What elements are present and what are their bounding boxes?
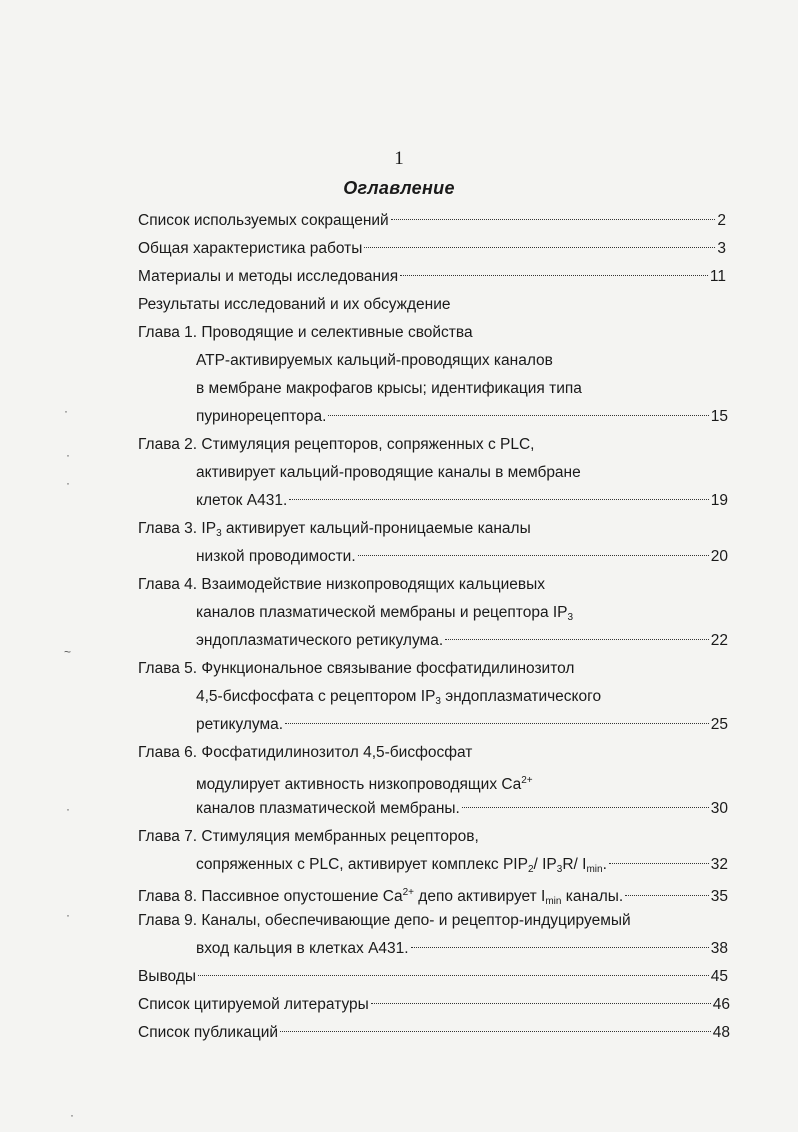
- leader-dots: [609, 863, 709, 864]
- toc-entry-text: клеток А431.: [196, 492, 288, 509]
- leader-dots: [364, 247, 715, 248]
- scan-speck: ·: [66, 448, 70, 462]
- toc-entry-text: АТР-активируемых кальций-проводящих каналов: [196, 352, 553, 369]
- toc-entry-text: Глава 9. Каналы, обеспечивающие депо- и рецептор-индуцируемый: [138, 912, 631, 929]
- toc-entry-page: 38: [710, 940, 728, 957]
- toc-entry: [138, 266, 726, 288]
- toc-entry: [138, 434, 534, 456]
- toc-entry-text: сопряженных с PLC, активирует комплекс $PIP_2/$ $IP_3R/$ $I_{min}$.: [196, 856, 607, 875]
- toc-entry-text: ретикулума.: [196, 716, 284, 733]
- toc-entry-text: каналов плазматической мембраны и рецептора $IP_3$: [196, 604, 574, 623]
- toc-entry-text: Список публикаций: [138, 1024, 279, 1041]
- scan-speck: ·: [66, 476, 70, 490]
- toc-entry: [138, 518, 531, 540]
- toc-entry: [196, 378, 582, 400]
- leader-dots: [285, 723, 709, 724]
- toc-entry: [138, 966, 728, 988]
- leader-dots: [445, 639, 709, 640]
- toc-entry: [196, 602, 573, 624]
- page-number: 1: [394, 148, 404, 169]
- toc-entry: [196, 546, 728, 568]
- toc-entry: [138, 910, 631, 932]
- leader-dots: [358, 555, 709, 556]
- toc-entry-text: Общая характеристика работы: [138, 240, 363, 257]
- toc-entry-text: Выводы: [138, 968, 197, 985]
- toc-entry: [138, 238, 726, 260]
- toc-entry: [196, 854, 728, 876]
- toc-entry: [196, 490, 728, 512]
- toc-entry: [196, 406, 728, 428]
- toc-entry-text: низкой проводимости.: [196, 548, 356, 565]
- toc-entry-page: 3: [717, 240, 726, 257]
- toc-entry-text: Глава 6. Фосфатидилинозитол 4,5-бисфосфат: [138, 744, 473, 761]
- toc-entry-page: 20: [710, 548, 728, 565]
- toc-entry-text: Глава 4. Взаимодействие низкопроводящих кальциевых: [138, 576, 545, 593]
- toc-entry-text: каналов плазматической мембраны.: [196, 800, 460, 817]
- toc-entry-text: Глава 7. Стимуляция мембранных рецепторов,: [138, 828, 479, 845]
- toc-entry: [138, 742, 472, 764]
- toc-entry: [138, 882, 728, 907]
- toc-entry-text: Материалы и методы исследования: [138, 268, 399, 285]
- toc-entry-text: вход кальция в клетках А431.: [196, 940, 409, 957]
- toc-entry: [196, 714, 728, 736]
- toc-entry: [196, 798, 728, 820]
- toc-entry-page: 11: [709, 268, 726, 285]
- toc-entry-page: 22: [710, 632, 728, 649]
- toc-entry: [138, 574, 545, 596]
- toc-entry-page: 19: [710, 492, 728, 509]
- toc-entry-page: 46: [712, 996, 730, 1013]
- toc-entry-text: эндоплазматического ретикулума.: [196, 632, 444, 649]
- scan-speck: ·: [64, 404, 68, 418]
- toc-entry: [138, 210, 726, 232]
- toc-entry: [138, 1022, 730, 1044]
- leader-dots: [280, 1031, 711, 1032]
- toc-entry-text: 4,5-бисфосфата с рецептором $IP_3$ эндоплазматического: [196, 688, 602, 707]
- toc-entry-text: Глава 8. Пассивное опустошение $Ca^{2+}$ депо активирует $I_{min}$ каналы.: [138, 887, 624, 907]
- toc-entry-page: 15: [710, 408, 728, 425]
- toc-entry-text: Глава 3. $IP_3$ активирует кальций-проницаемые каналы: [138, 520, 531, 539]
- toc-entry-text: Глава 1. Проводящие и селективные свойства: [138, 324, 473, 341]
- toc-entry: [196, 770, 533, 792]
- toc-entry: [196, 938, 728, 960]
- toc-entry-page: 2: [717, 212, 726, 229]
- toc-entry-text: в мембране макрофагов крысы; идентификация типа: [196, 380, 582, 397]
- leader-dots: [198, 975, 709, 976]
- toc-entry-page: 35: [710, 888, 728, 905]
- toc-entry-page: 32: [710, 856, 728, 873]
- leader-dots: [400, 275, 708, 276]
- toc-entry-text: модулирует активность низкопроводящих $Ca^{2+}$: [196, 775, 533, 793]
- toc-entry-page: 45: [710, 968, 728, 985]
- toc-entry: [138, 322, 473, 344]
- toc-entry: [196, 686, 601, 708]
- toc-entry-page: 30: [710, 800, 728, 817]
- toc-entry-text: Список используемых сокращений: [138, 212, 389, 229]
- toc-title: Оглавление: [343, 178, 455, 198]
- toc-entry: [138, 994, 730, 1016]
- leader-dots: [625, 895, 709, 896]
- toc-entry-text: Результаты исследований и их обсуждение: [138, 296, 451, 313]
- leader-dots: [371, 1003, 711, 1004]
- toc-entry-text: Глава 2. Стимуляция рецепторов, сопряженных с PLC,: [138, 436, 535, 453]
- leader-dots: [411, 947, 709, 948]
- scan-speck: ·: [66, 908, 70, 922]
- toc-entry-text: Глава 5. Функциональное связывание фосфатидилинозитол: [138, 660, 575, 677]
- leader-dots: [289, 499, 709, 500]
- toc-entry-text: пуринорецептора.: [196, 408, 327, 425]
- leader-dots: [462, 807, 709, 808]
- leader-dots: [391, 219, 716, 220]
- toc-entry-page: 48: [712, 1024, 730, 1041]
- toc-entry: [138, 294, 451, 316]
- scan-speck: ~: [64, 645, 72, 659]
- toc-entry: [138, 826, 479, 848]
- toc-entry-page: 25: [710, 716, 728, 733]
- scan-speck: ·: [70, 1108, 74, 1122]
- toc-entry-text: активирует кальций-проводящие каналы в мембране: [196, 464, 581, 481]
- toc-entry: [196, 462, 581, 484]
- toc-entry: [196, 630, 728, 652]
- toc-entry: [196, 350, 553, 372]
- toc-entry-text: Список цитируемой литературы: [138, 996, 369, 1013]
- scan-speck: ·: [66, 802, 70, 816]
- leader-dots: [328, 415, 708, 416]
- toc-entry: [138, 658, 574, 680]
